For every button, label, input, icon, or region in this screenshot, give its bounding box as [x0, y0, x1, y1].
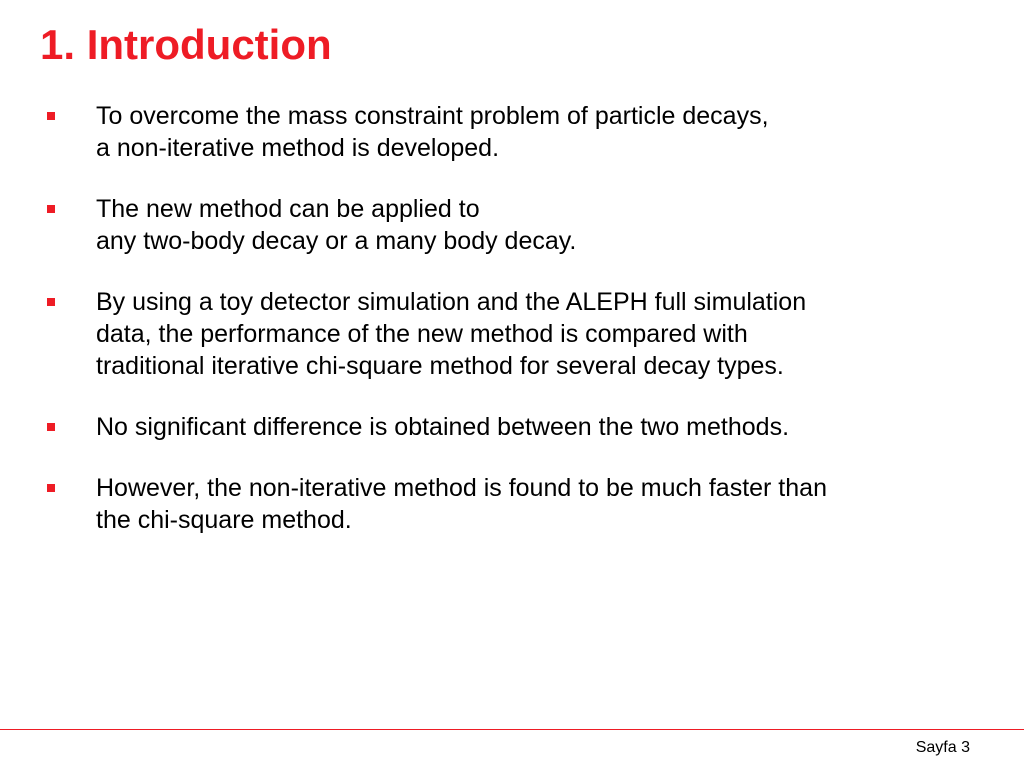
- bullet-line: No significant difference is obtained between the two methods.: [96, 413, 790, 441]
- bullet-list: [44, 100, 1004, 565]
- red-square-bullet-icon: [47, 423, 55, 431]
- bullet-line: However, the non-iterative method is found to be much faster than: [96, 474, 827, 502]
- bullet-line: By using a toy detector simulation and the ALEPH full simulation: [96, 288, 807, 316]
- bullet-item: [44, 286, 1004, 382]
- red-square-bullet-icon: [47, 205, 55, 213]
- bullet-line: the chi-square method.: [96, 506, 352, 534]
- bullet-item: [44, 100, 1004, 164]
- bullet-line: data, the performance of the new method is compared with: [96, 320, 748, 348]
- page-number: Sayfa 3: [915, 739, 970, 756]
- bullet-line: a non-iterative method is developed.: [96, 134, 500, 162]
- bullet-line: To overcome the mass constraint problem of particle decays,: [96, 102, 769, 130]
- bullet-item: [44, 411, 1004, 443]
- bullet-line: any two-body decay or a many body decay.: [96, 227, 577, 255]
- footer-divider: [0, 729, 1024, 730]
- red-square-bullet-icon: [47, 298, 55, 306]
- bullet-item: [44, 472, 1004, 536]
- bullet-item: [44, 193, 1004, 257]
- red-square-bullet-icon: [47, 484, 55, 492]
- bullet-line: The new method can be applied to: [96, 195, 480, 223]
- bullet-line: traditional iterative chi-square method for several decay types.: [96, 352, 784, 380]
- red-square-bullet-icon: [47, 112, 55, 120]
- slide-title: 1. Introduction: [40, 21, 332, 68]
